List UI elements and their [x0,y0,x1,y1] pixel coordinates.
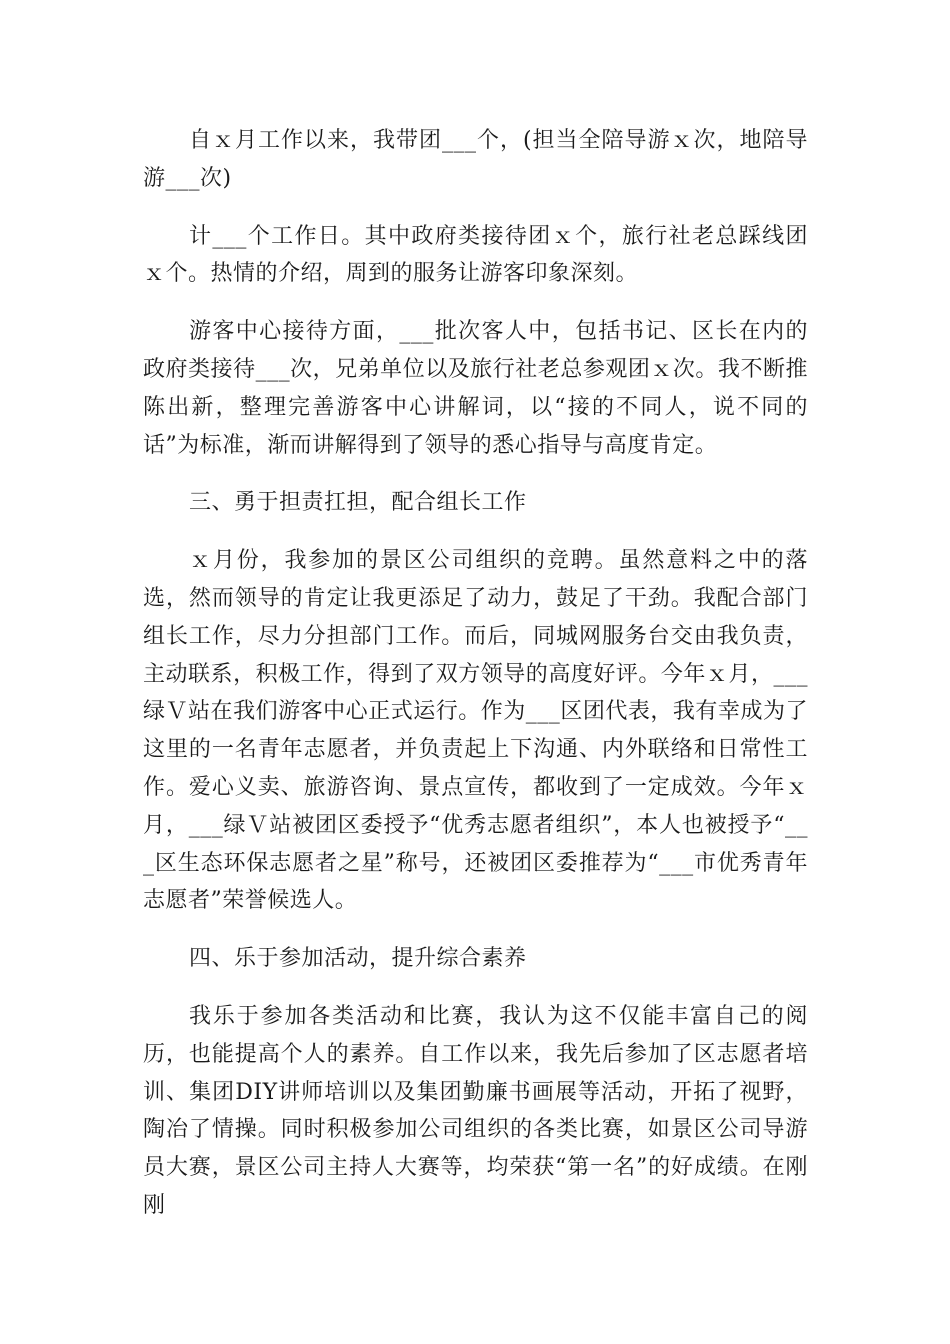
section-heading-4: 四、乐于参加活动，提升综合素养 [189,946,527,972]
document-body [143,122,808,1245]
paragraph-tour-count: 自ｘ月工作以来，我带团___个，(担当全陪导游ｘ次，地陪导游___次) [143,128,808,191]
section-heading-3: 三、勇于担责扛担，配合组长工作 [189,490,527,516]
paragraph-visitor-center: 游客中心接待方面，___批次客人中，包括书记、区长在内的政府类接待___次，兄弟单位以及旅行社老总参观团ｘ次。我不断推陈出新，整理完善游客中心讲解词，以“接的不同人，说不同的话”为标准，渐而讲解得到了领导的悉心指导与高度肯定。 [143,319,808,458]
paragraph-workdays: 计___个工作日。其中政府类接待团ｘ个，旅行社老总踩线团ｘ个。热情的介绍，周到的服务让游客印象深刻。 [143,223,808,287]
paragraph-volunteer: ｘ月份，我参加的景区公司组织的竞聘。虽然意料之中的落选，然而领导的肯定让我更添足了动力，鼓足了干劲。我配合部门组长工作，尽力分担部门工作。而后，同城网服务台交由我负责，主动联系，积极工作，得到了双方领导的高度好评。今年ｘ月，___绿Ｖ站在我们游客中心正式运行。作为___区团代表，我有幸成为了这里的一名青年志愿者，并负责起上下沟通、内外联络和日常性工作。爱心义卖、旅游咨询、景点宣传，都收到了一定成效。今年ｘ月，___绿Ｖ站被团区委授予“优秀志愿者组织”，本人也被授予“___区生态环保志愿者之星”称号，还被团区委推荐为“___市优秀青年志愿者”荣誉候选人。 [143,548,808,914]
paragraph-activities: 我乐于参加各类活动和比赛，我认为这不仅能丰富自己的阅历，也能提高个人的素养。自工作以来，我先后参加了区志愿者培训、集团DIY讲师培训以及集团勤廉书画展等活动，开拓了视野，陶冶了情操。同时积极参加公司组织的各类比赛，如景区公司导游员大赛，景区公司主持人大赛等，均荣获“第一名”的好成绩。在刚刚 [143,1003,808,1218]
